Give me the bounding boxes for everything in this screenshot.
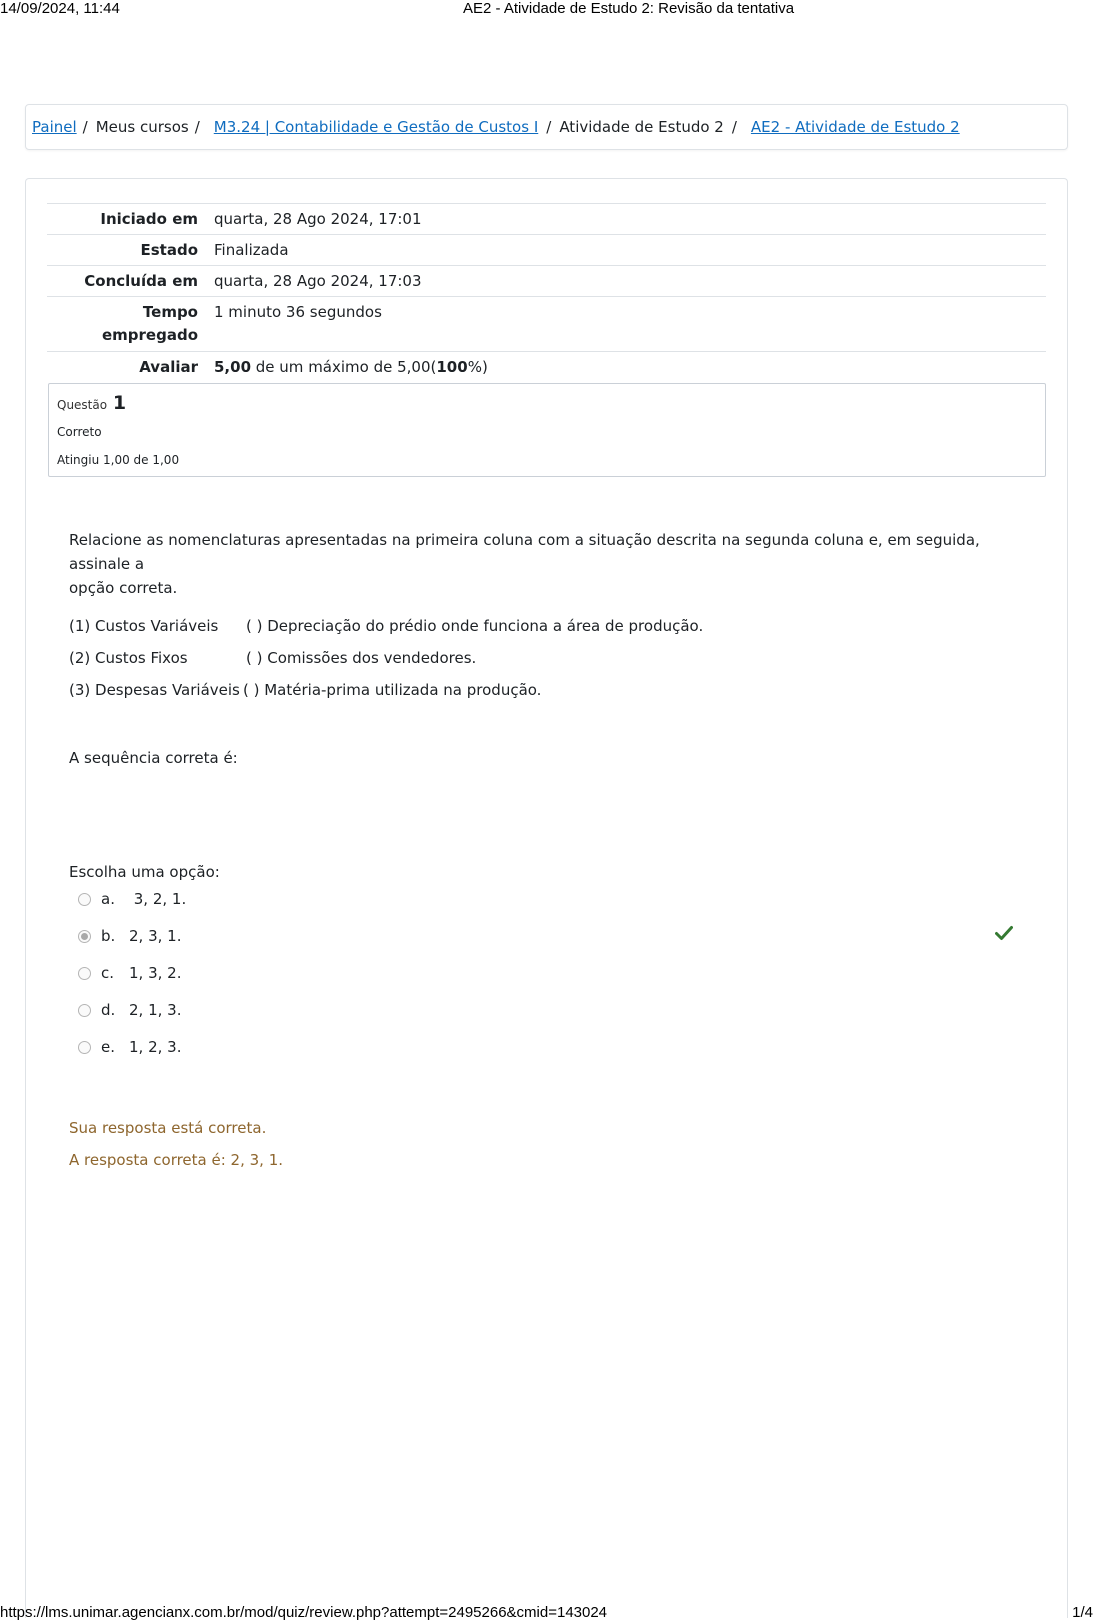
grade-percent: 100 xyxy=(436,358,468,376)
summary-value: quarta, 28 Ago 2024, 17:03 xyxy=(206,266,1046,297)
answer-option-e[interactable] xyxy=(78,1036,181,1058)
summary-label xyxy=(47,297,206,352)
option-letter: b. xyxy=(101,927,116,945)
radio-button[interactable] xyxy=(78,967,91,980)
feedback-correct: Sua resposta está correta. xyxy=(69,1119,267,1137)
breadcrumb-separator: / xyxy=(731,118,737,136)
summary-row-completed xyxy=(47,266,1046,297)
summary-row-state xyxy=(47,235,1046,266)
sequence-prompt: A sequência correta é: xyxy=(69,749,238,767)
summary-label: Iniciado em xyxy=(47,204,206,235)
option-text: 1, 3, 2. xyxy=(129,964,182,982)
grade-mid-text: de um máximo de 5,00( xyxy=(251,358,437,376)
relation-right: ( ) Depreciação do prédio onde funciona a área de produção. xyxy=(246,617,704,635)
print-title: AE2 - Atividade de Estudo 2: Revisão da tentativa xyxy=(463,0,795,17)
summary-value: 1 minuto 36 segundos xyxy=(206,297,1046,352)
relation-right: ( ) Matéria-prima utilizada na produção. xyxy=(243,681,542,699)
summary-label-part: empregado xyxy=(101,326,198,344)
summary-row-time xyxy=(47,297,1046,352)
option-text: 1, 2, 3. xyxy=(129,1038,182,1056)
grade-end-text: %) xyxy=(467,358,488,376)
question-state: Correto xyxy=(57,425,102,439)
option-text: 2, 3, 1. xyxy=(129,927,182,945)
answer-option-b[interactable] xyxy=(78,925,181,947)
summary-label: Estado xyxy=(47,235,206,266)
breadcrumb xyxy=(25,104,1068,150)
summary-value xyxy=(206,352,1046,383)
relation-left: (2) Custos Fixos xyxy=(69,649,188,667)
question-text xyxy=(69,528,1009,600)
summary-label: Avaliar xyxy=(47,352,206,383)
relation-left: (3) Despesas Variáveis xyxy=(69,681,240,699)
question-text-line: Relacione as nomenclaturas apresentadas na primeira coluna com a situação descrita na segunda coluna e, em seguida, assinale a xyxy=(69,531,980,573)
breadcrumb-separator: / xyxy=(546,118,552,136)
radio-button-selected[interactable] xyxy=(78,930,91,943)
choose-prompt: Escolha uma opção: xyxy=(69,863,220,881)
radio-button[interactable] xyxy=(78,1004,91,1017)
summary-row-grade xyxy=(47,352,1046,383)
check-icon xyxy=(995,925,1013,941)
answer-option-d[interactable] xyxy=(78,999,181,1021)
summary-value: Finalizada xyxy=(206,235,1046,266)
question-label: Questão xyxy=(57,398,108,412)
print-page-number: 1/4 xyxy=(1072,1604,1093,1621)
print-footer xyxy=(0,1604,1093,1622)
radio-button[interactable] xyxy=(78,1041,91,1054)
print-header xyxy=(0,0,1093,20)
question-number-value: 1 xyxy=(112,392,127,414)
option-letter: e. xyxy=(101,1038,115,1056)
option-letter: d. xyxy=(101,1001,116,1019)
answer-option-a[interactable] xyxy=(78,888,186,910)
option-text: 3, 2, 1. xyxy=(129,890,187,908)
relation-left: (1) Custos Variáveis xyxy=(69,617,219,635)
breadcrumb-painel-link[interactable]: Painel xyxy=(32,118,77,136)
question-text-line: opção correta. xyxy=(69,579,178,597)
breadcrumb-separator: / xyxy=(194,118,200,136)
breadcrumb-course-link[interactable]: M3.24 | Contabilidade e Gestão de Custos I xyxy=(213,118,539,136)
breadcrumb-meus-cursos: Meus cursos xyxy=(95,118,189,136)
answer-option-c[interactable] xyxy=(78,962,181,984)
question-grade: Atingiu 1,00 de 1,00 xyxy=(57,453,180,467)
feedback-right-answer: A resposta correta é: 2, 3, 1. xyxy=(69,1151,284,1169)
summary-row-started xyxy=(47,204,1046,235)
grade-score: 5,00 xyxy=(214,358,252,376)
radio-button[interactable] xyxy=(78,893,91,906)
attempt-summary-table xyxy=(47,203,1046,382)
relation-right: ( ) Comissões dos vendedores. xyxy=(246,649,477,667)
option-letter: a. xyxy=(101,890,115,908)
print-datetime: 14/09/2024, 11:44 xyxy=(0,0,120,17)
question-info-box xyxy=(48,383,1046,477)
breadcrumb-activity-link[interactable]: AE2 - Atividade de Estudo 2 xyxy=(750,118,960,136)
breadcrumb-separator: / xyxy=(82,118,88,136)
breadcrumb-section: Atividade de Estudo 2 xyxy=(559,118,724,136)
print-url: https://lms.unimar.agencianx.com.br/mod/quiz/review.php?attempt=2495266&cmid=143024 xyxy=(0,1604,608,1621)
summary-value: quarta, 28 Ago 2024, 17:01 xyxy=(206,204,1046,235)
question-number xyxy=(57,392,126,414)
summary-label-part: Tempo xyxy=(142,303,198,321)
option-letter: c. xyxy=(101,964,115,982)
option-text: 2, 1, 3. xyxy=(129,1001,182,1019)
summary-label: Concluída em xyxy=(47,266,206,297)
